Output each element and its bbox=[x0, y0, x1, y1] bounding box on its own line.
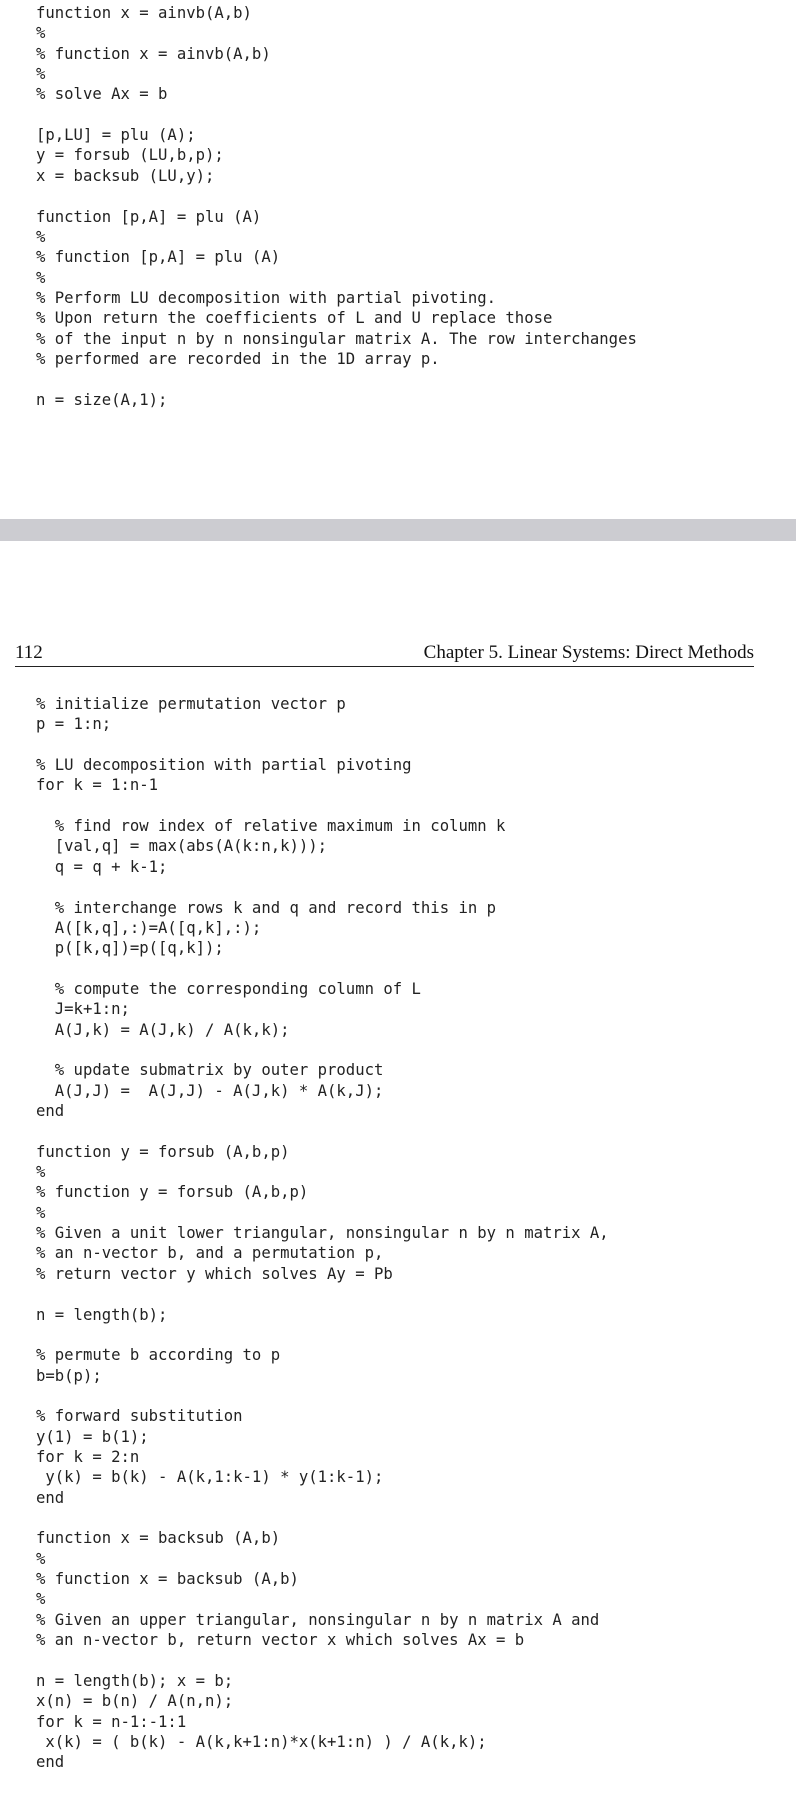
code-line: y(k) = b(k) - A(k,1:k-1) * y(1:k-1); bbox=[36, 1468, 384, 1487]
code-line: p = 1:n; bbox=[36, 715, 112, 734]
code-line: J=k+1:n; bbox=[36, 1000, 130, 1019]
code-line: A([k,q],:)=A([q,k],:); bbox=[36, 918, 262, 937]
code-line: b=b(p); bbox=[36, 1366, 102, 1385]
code-line: x(n) = b(n) / A(n,n); bbox=[36, 1692, 234, 1711]
code-line: end bbox=[36, 1102, 65, 1120]
code-line: % performed are recorded in the 1D array p. bbox=[36, 349, 440, 368]
code-line: for k = n-1:-1:1 bbox=[36, 1712, 187, 1731]
code-line: % Upon return the coefficients of L and U replace those bbox=[36, 309, 553, 328]
code-line: % forward substitution bbox=[36, 1407, 243, 1426]
code-line: function [p,A] = plu (A) bbox=[36, 207, 262, 226]
code-line: % find row index of relative maximum in column k bbox=[36, 817, 506, 836]
code-line: y = forsub (LU,b,p); bbox=[36, 146, 224, 165]
code-line: % bbox=[36, 268, 46, 287]
code-line: % bbox=[36, 1590, 46, 1609]
code-line: % permute b according to p bbox=[36, 1346, 281, 1365]
code-line: x(k) = ( b(k) - A(k,k+1:n)*x(k+1:n) ) / A(k,k); bbox=[36, 1732, 487, 1751]
code-line: for k = 1:n-1 bbox=[36, 776, 159, 795]
code-line: function y = forsub (A,b,p) bbox=[36, 1142, 290, 1161]
code-line: A(J,J) = A(J,J) - A(J,k) * A(k,J); bbox=[36, 1081, 384, 1100]
code-line: % Given an upper triangular, nonsingular n by n matrix A and bbox=[36, 1610, 600, 1629]
code-line: % compute the corresponding column of L bbox=[36, 979, 421, 998]
page-header bbox=[15, 642, 754, 667]
code-line: % LU decomposition with partial pivoting bbox=[36, 756, 412, 775]
code-line: % function x = ainvb(A,b) bbox=[36, 44, 271, 63]
code-line: % Perform LU decomposition with partial pivoting. bbox=[36, 288, 497, 307]
code-line: [val,q] = max(abs(A(k:n,k))); bbox=[36, 837, 328, 856]
code-line: % bbox=[36, 24, 46, 43]
code-line: n = length(b); x = b; bbox=[36, 1671, 234, 1690]
page-number: 112 bbox=[15, 642, 43, 663]
code-line: % an n-vector b, return vector x which solves Ax = b bbox=[36, 1631, 525, 1650]
code-line: % interchange rows k and q and record this in p bbox=[36, 898, 497, 917]
code-line: % function [p,A] = plu (A) bbox=[36, 248, 281, 267]
code-line: n = size(A,1); bbox=[36, 390, 168, 409]
code-line: % function y = forsub (A,b,p) bbox=[36, 1183, 309, 1202]
code-line: [p,LU] = plu (A); bbox=[36, 126, 196, 145]
code-line: A(J,k) = A(J,k) / A(k,k); bbox=[36, 1020, 290, 1039]
code-line: function x = ainvb(A,b) bbox=[36, 4, 252, 22]
code-line: end bbox=[36, 1488, 65, 1507]
code-line: % return vector y which solves Ay = Pb bbox=[36, 1264, 393, 1283]
code-line: p([k,q])=p([q,k]); bbox=[36, 939, 224, 958]
code-line: % function x = backsub (A,b) bbox=[36, 1570, 299, 1589]
code-line: % bbox=[36, 227, 46, 246]
code-line: % an n-vector b, and a permutation p, bbox=[36, 1244, 384, 1263]
code-line: % of the input n by n nonsingular matrix A. The row interchanges bbox=[36, 329, 637, 348]
chapter-title: Chapter 5. Linear Systems: Direct Methods bbox=[423, 642, 754, 663]
code-line: % solve Ax = b bbox=[36, 85, 168, 104]
code-line: q = q + k-1; bbox=[36, 857, 168, 876]
page-separator bbox=[0, 519, 796, 541]
code-line: % Given a unit lower triangular, nonsingular n by n matrix A, bbox=[36, 1224, 609, 1243]
code-line: y(1) = b(1); bbox=[36, 1427, 149, 1446]
code-line: function x = backsub (A,b) bbox=[36, 1529, 281, 1548]
code-line: % initialize permutation vector p bbox=[36, 695, 346, 713]
document-page-top bbox=[0, 0, 796, 519]
document-page-112 bbox=[0, 541, 796, 1798]
code-line: x = backsub (LU,y); bbox=[36, 166, 215, 185]
code-line: % bbox=[36, 65, 46, 84]
code-line: % bbox=[36, 1163, 46, 1182]
code-line: % bbox=[36, 1203, 46, 1222]
code-line: % update submatrix by outer product bbox=[36, 1061, 384, 1080]
code-line: for k = 2:n bbox=[36, 1447, 140, 1466]
code-line: end bbox=[36, 1753, 65, 1772]
code-line: n = length(b); bbox=[36, 1305, 168, 1324]
code-line: % bbox=[36, 1549, 46, 1568]
